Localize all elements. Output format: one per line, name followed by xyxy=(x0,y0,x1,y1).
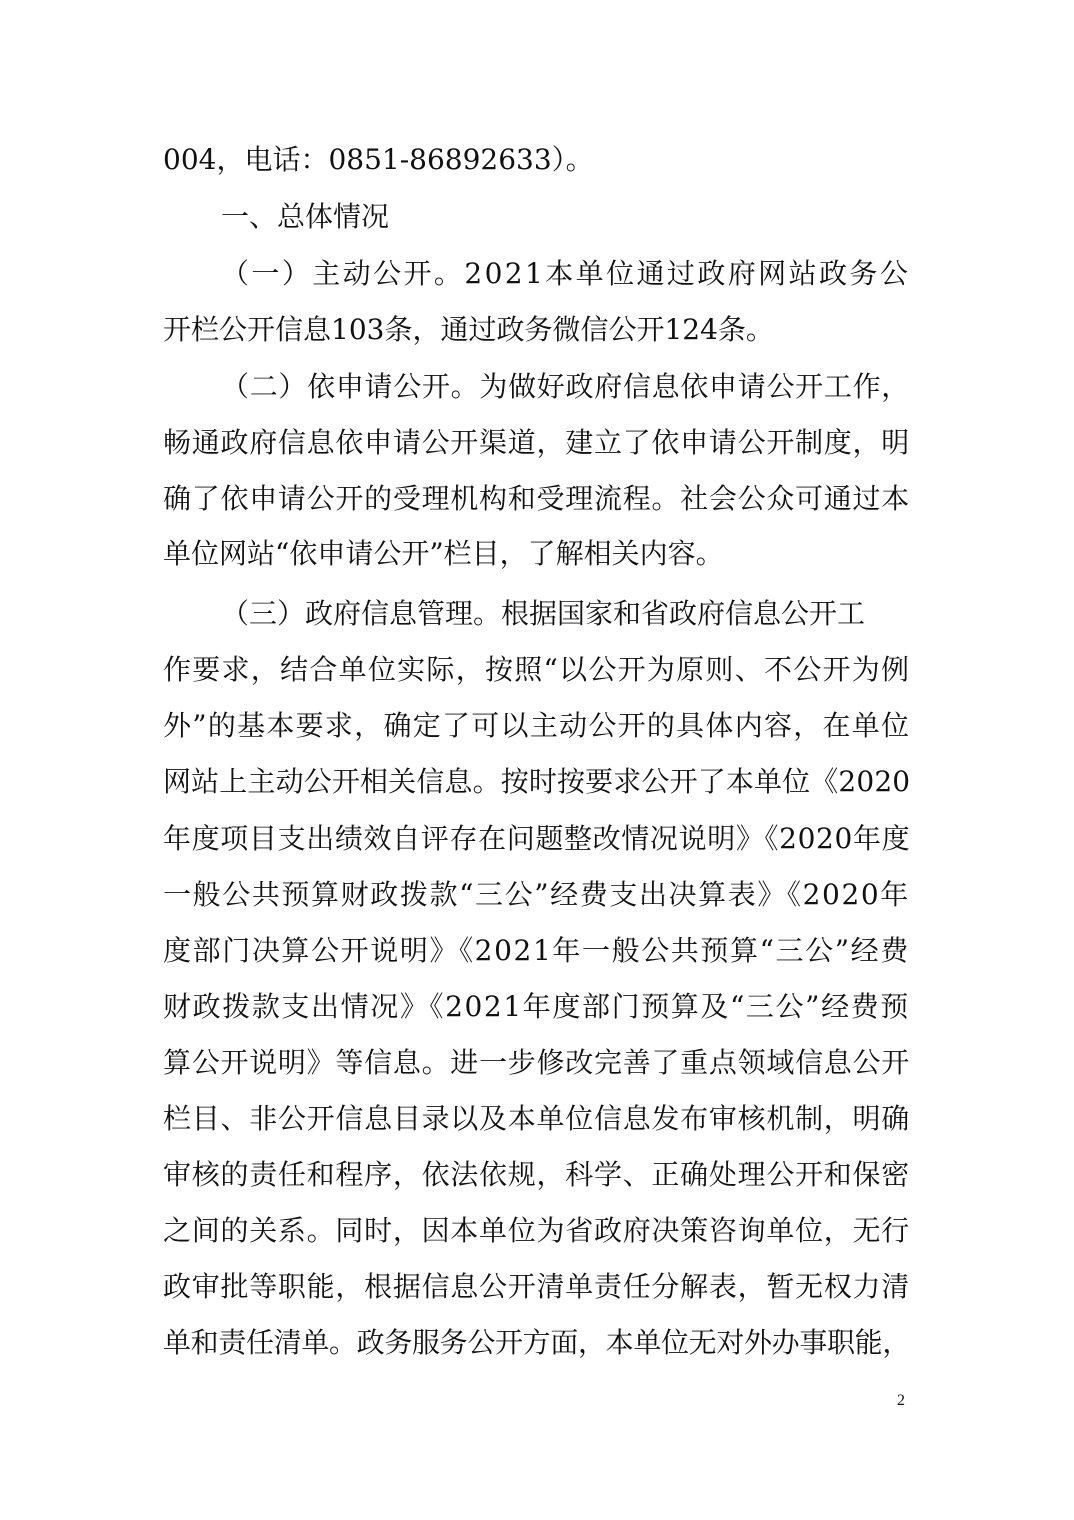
paragraph-line: 确了依申请公开的受理机构和受理流程。社会公众可通过本 xyxy=(163,482,911,515)
paragraph-line: （三）政府信息管理。根据国家和省政府信息公开工 xyxy=(221,597,866,630)
paragraph-line: 004，电话：0851-86892633）。 xyxy=(163,143,594,176)
page-number: 2 xyxy=(897,1392,905,1409)
paragraph-line: 年度项目支出绩效自评存在问题整改情况说明》《2020年度 xyxy=(163,822,911,855)
paragraph-line: 审核的责任和程序，依法依规，科学、正确处理公开和保密 xyxy=(163,1158,911,1191)
section-heading: 一、总体情况 xyxy=(221,200,390,233)
paragraph-line: 畅通政府信息依申请公开渠道，建立了依申请公开制度，明 xyxy=(163,426,911,459)
paragraph-line: 度部门决算公开说明》《2021年一般公共预算“三公”经费 xyxy=(163,934,910,967)
paragraph-line: 网站上主动公开相关信息。按时按要求公开了本单位《2020 xyxy=(163,765,911,798)
paragraph-line: 一般公共预算财政拨款“三公”经费支出决算表》《2020年 xyxy=(163,878,910,911)
paragraph-line: 单和责任清单。政务服务公开方面，本单位无对外办事职能， xyxy=(163,1326,911,1359)
paragraph-line: 作要求，结合单位实际，按照“以公开为原则、不公开为例 xyxy=(163,653,911,686)
paragraph-line: 开栏公开信息103条，通过政务微信公开124条。 xyxy=(163,313,774,346)
paragraph-line: 之间的关系。同时，因本单位为省政府决策咨询单位，无行 xyxy=(163,1214,911,1247)
paragraph-line: 算公开说明》等信息。进一步修改完善了重点领域信息公开 xyxy=(163,1046,911,1079)
paragraph-line: 栏目、非公开信息目录以及本单位信息发布审核机制，明确 xyxy=(163,1102,911,1135)
paragraph-line: 政审批等职能，根据信息公开清单责任分解表，暂无权力清 xyxy=(163,1270,911,1303)
paragraph-line: （二）依申请公开。为做好政府信息依申请公开工作， xyxy=(221,370,911,403)
paragraph-line: 单位网站“依申请公开”栏目，了解相关内容。 xyxy=(163,537,724,570)
paragraph-line: （一）主动公开。2021本单位通过政府网站政务公 xyxy=(221,257,911,290)
paragraph-line: 财政拨款支出情况》《2021年度部门预算及“三公”经费预 xyxy=(163,990,910,1023)
paragraph-line: 外”的基本要求，确定了可以主动公开的具体内容，在单位 xyxy=(163,709,911,742)
